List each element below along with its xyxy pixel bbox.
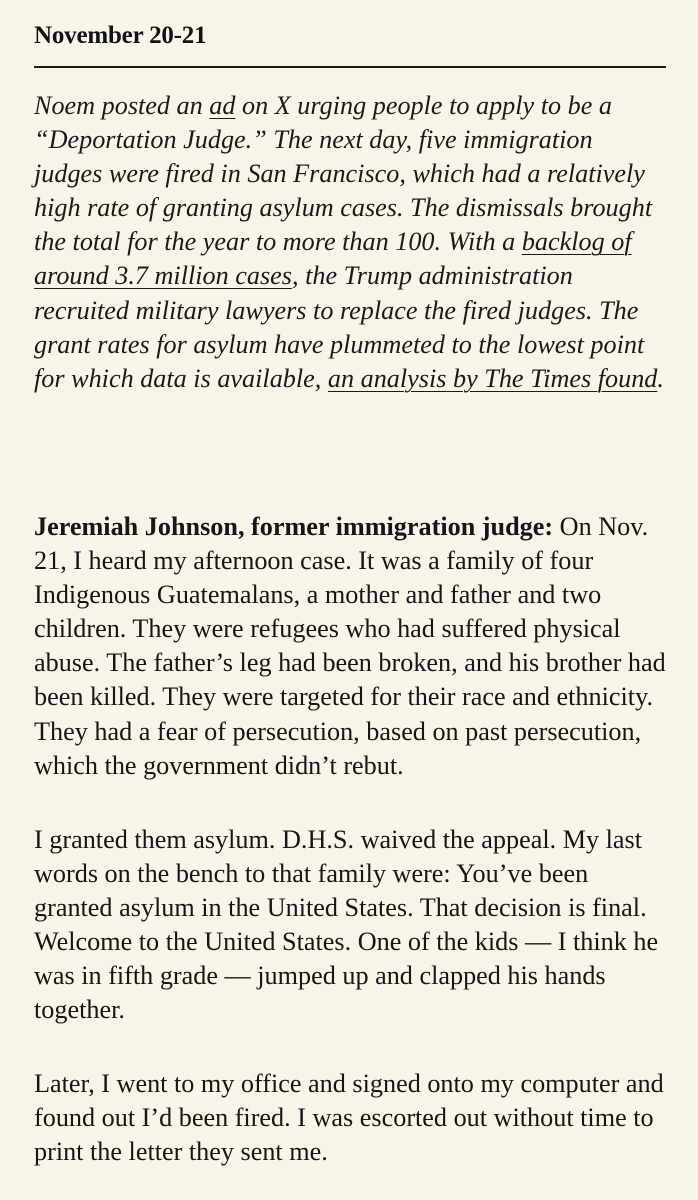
quote-paragraph-2: I granted them asylum. D.H.S. waived the appeal. My last words on the bench to that family were: You’ve been granted asylum in the United States. That decision is final. Welcome to the United States. One of the kids — I think he was in fifth grade — jumped up and clapped his hands together.	[34, 825, 659, 1025]
backlog-link[interactable]: backlog of around 3.7 million cases	[34, 227, 632, 291]
ad-link[interactable]: ad	[209, 91, 236, 120]
quote-paragraph-3: Later, I went to my office and signed onto my computer and found out I’d been fired. I was escorted out without time to print the letter they sent me.	[34, 1069, 664, 1167]
section-date-heading: November 20-21	[34, 22, 207, 49]
intro-text-4: .	[657, 363, 664, 393]
intro-text-2: on X urging people to apply to be a “Deportation Judge.” The next day, five immigration judges were fired in San Francisco, which had a relatively high rate of granting asylum cases. The dismissals brought the total for the year to more than 100. With a	[34, 91, 653, 257]
analysis-link[interactable]: an analysis by The Times found	[327, 363, 658, 393]
intro-text-1: Noem posted an	[34, 91, 210, 120]
heading-divider	[34, 66, 666, 68]
intro-paragraph	[34, 89, 666, 396]
quote-text-1: On Nov. 21, I heard my afternoon case. It was a family of four Indigenous Guatemalans, a mother and father and two children. They were refugees who had suffered physical abuse. The father’s leg had been broken, and his brother had been killed. They were targeted for their race and ethnicity. They had a fear of persecution, based on past persecution, which the government didn’t rebut.	[34, 512, 666, 780]
quote-paragraph-1	[34, 510, 666, 783]
intro-text-3: , the Trump administration recruited military lawyers to replace the fired judges. The grant rates for asylum have plummeted to the lowest point for which data is available,	[34, 261, 645, 393]
speaker-name: Jeremiah Johnson, former immigration judge:	[34, 512, 554, 541]
